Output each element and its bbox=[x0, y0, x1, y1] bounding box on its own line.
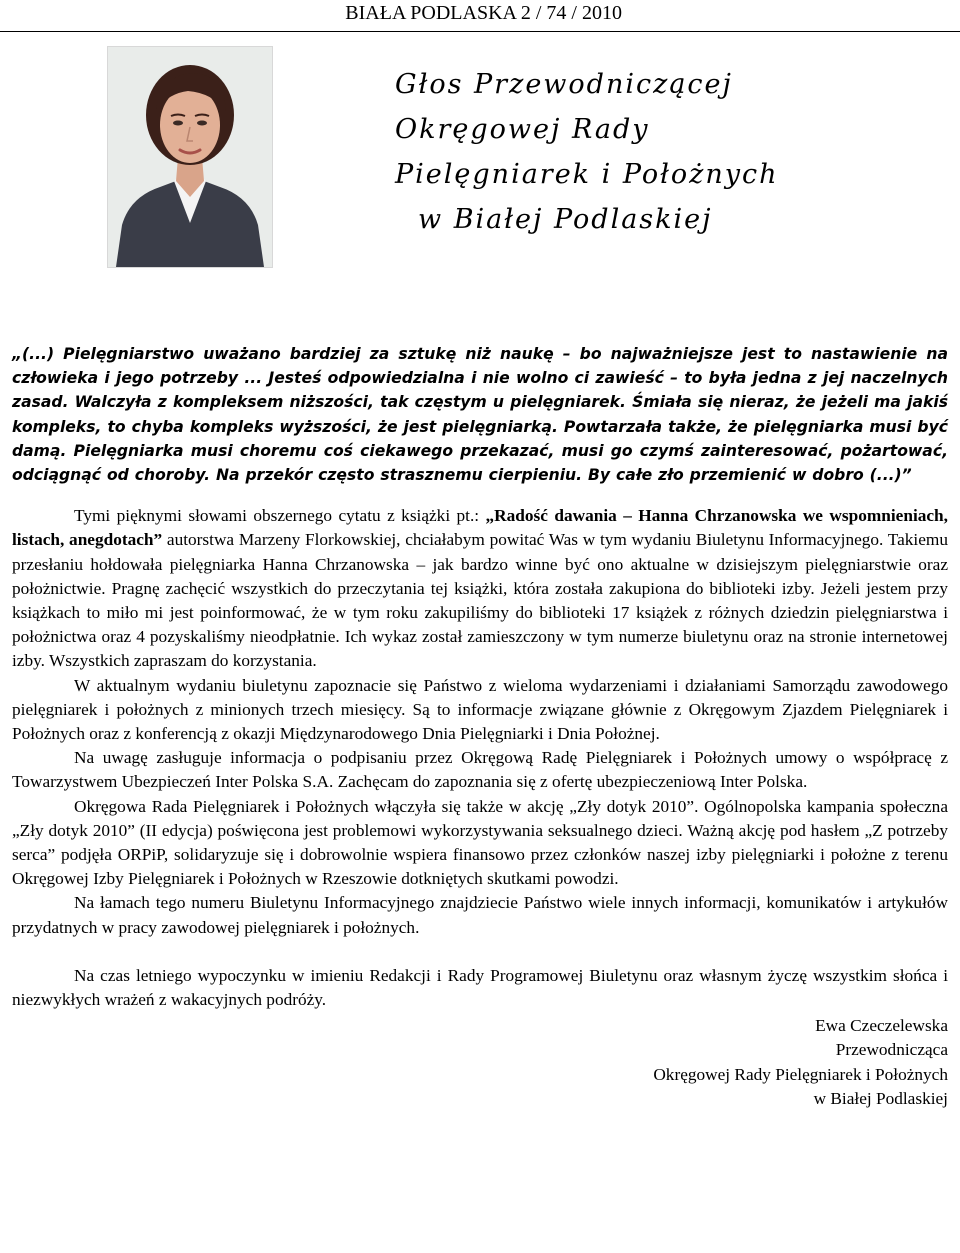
signature-block bbox=[12, 1014, 948, 1111]
paragraph-1-intro: Tymi pięknymi słowami obszernego cytatu z książki pt.: bbox=[74, 506, 486, 526]
page-header bbox=[0, 0, 960, 32]
signature-role: Przewodnicząca bbox=[835, 1040, 948, 1060]
signature-name: Ewa Czeczelewska bbox=[815, 1016, 948, 1036]
opening-quote: „(...) Pielęgniarstwo uważano bardziej za sztukę niż naukę – bo najważniejsze jest to nastawienie na człowieka i jego potrzeby ... Jesteś odpowiedzialna i nie wolno ci zawieść – to była jedna z jej naczelnych zasad. Walczyła z kompleksem niższości, tak częstym u pielęgniarek. Śmiała się nieraz, że jeżeli ma jakiś kompleks, to chyba kompleks wyższości, że jest pielęgniarką. Powtarzała także, że pielęgniarka musi być damą. Pielęgniarka musi choremu coś ciekawego przekazać, musi go czymś zainteresować, pożartować, odciągnąć od choroby. Na przekór często strasznemu cierpieniu. By całe zło przemienić w dobro (...)” bbox=[12, 345, 948, 485]
title-line-2: Okręgowej Rady bbox=[395, 114, 650, 145]
paragraph-5: Na łamach tego numeru Biuletynu Informacyjnego znajdziecie Państwo wiele innych informacji, komunikatów i artykułów przydatnych w pracy zawodowej pielęgniarek i położnych. bbox=[12, 893, 948, 937]
article-body bbox=[12, 342, 948, 1111]
article-title bbox=[395, 62, 865, 242]
paragraph-1-rest: autorstwa Marzeny Florkowskiej, chciałabym powitać Was w tym wydaniu Biuletynu Informacyjnego. Takiemu przesłaniu hołdowała pielęgniarka Hanna Chrzanowska – jak bardzo winne być ono aktualne w dzisiejszym pielęgniarstwie oraz położnictwie. Pragnę zachęcić wszystkich do przeczytania tej książki, która została zakupiona do biblioteki izby. Jeżeli jestem przy książkach to miło mi jest poinformować, że w tym roku zakupiliśmy do biblioteki 17 książek z różnych dziedzin pielęgniarstwa i położnictwa oraz 4 pozyskaliśmy nieodpłatnie. Ich wykaz został zamieszczony w tym numerze biuletynu oraz na stronie internetowej izby. Wszystkich zapraszam do korzystania. bbox=[12, 530, 948, 671]
issue-header-text: BIAŁA PODLASKA 2 / 74 / 2010 bbox=[345, 2, 622, 24]
signature-place: w Białej Podlaskiej bbox=[813, 1088, 948, 1108]
title-line-4: w Białej Podlaskiej bbox=[418, 204, 713, 235]
book-title: „Radość dawania – Hanna Chrzanowska we wspomnieniach, listach, anegdotach” bbox=[12, 506, 948, 550]
paragraph-1 bbox=[12, 504, 948, 673]
paragraph-2: W aktualnym wydaniu biuletynu zapoznacie się Państwo z wieloma wydarzeniami i działaniami Samorządu zawodowego pielęgniarek i położnych z minionych trzech miesięcy. Są to informacje związane głównie z Okręgowym Zjazdem Pielęgniarek i Położnych oraz z konferencją z okazji Międzynarodowego Dnia Pielęgniarki i Dnia Położnej. bbox=[12, 675, 948, 744]
signature-org: Okręgowej Rady Pielęgniarek i Położnych bbox=[653, 1064, 948, 1084]
paragraph-3: Na uwagę zasługuje informacja o podpisaniu przez Okręgową Radę Pielęgniarek i Położnych umowy o współpracę z Towarzystwem Ubezpieczeń Inter Polska S.A. Zachęcam do zapoznania się z ofertę ubezpieczeniową Inter Polska. bbox=[12, 748, 948, 792]
title-line-3: Pielęgniarek i Położnych bbox=[395, 159, 779, 190]
paragraph-6: Na czas letniego wypoczynku w imieniu Redakcji i Rady Programowej Biuletynu oraz własnym życzę wszystkim słońca i niezwykłych wrażeń z wakacyjnych podróży. bbox=[12, 965, 948, 1010]
portrait-photo bbox=[107, 46, 273, 268]
portrait-photo-icon bbox=[108, 47, 272, 267]
paragraph-4: Okręgowa Rada Pielęgniarek i Położnych włączyła się także w akcję „Zły dotyk 2010”. Ogólnopolska kampania społeczna „Zły dotyk 2010” (II edycja) poświęcona jest problemowi wykorzystywania seksualnego dzieci. Ważną akcję pod hasłem „Z potrzeby serca” podjęła ORPiP, solidaryzuje się i dobrowolnie wspiera finansowo przez członków naszej izby pielęgniarki i położne z terenu Okręgowej Izby Pielęgniarek i Położnych w Rzeszowie dotkniętych skutkami powodzi. bbox=[12, 796, 948, 889]
title-line-1: Głos Przewodniczącej bbox=[395, 69, 733, 100]
